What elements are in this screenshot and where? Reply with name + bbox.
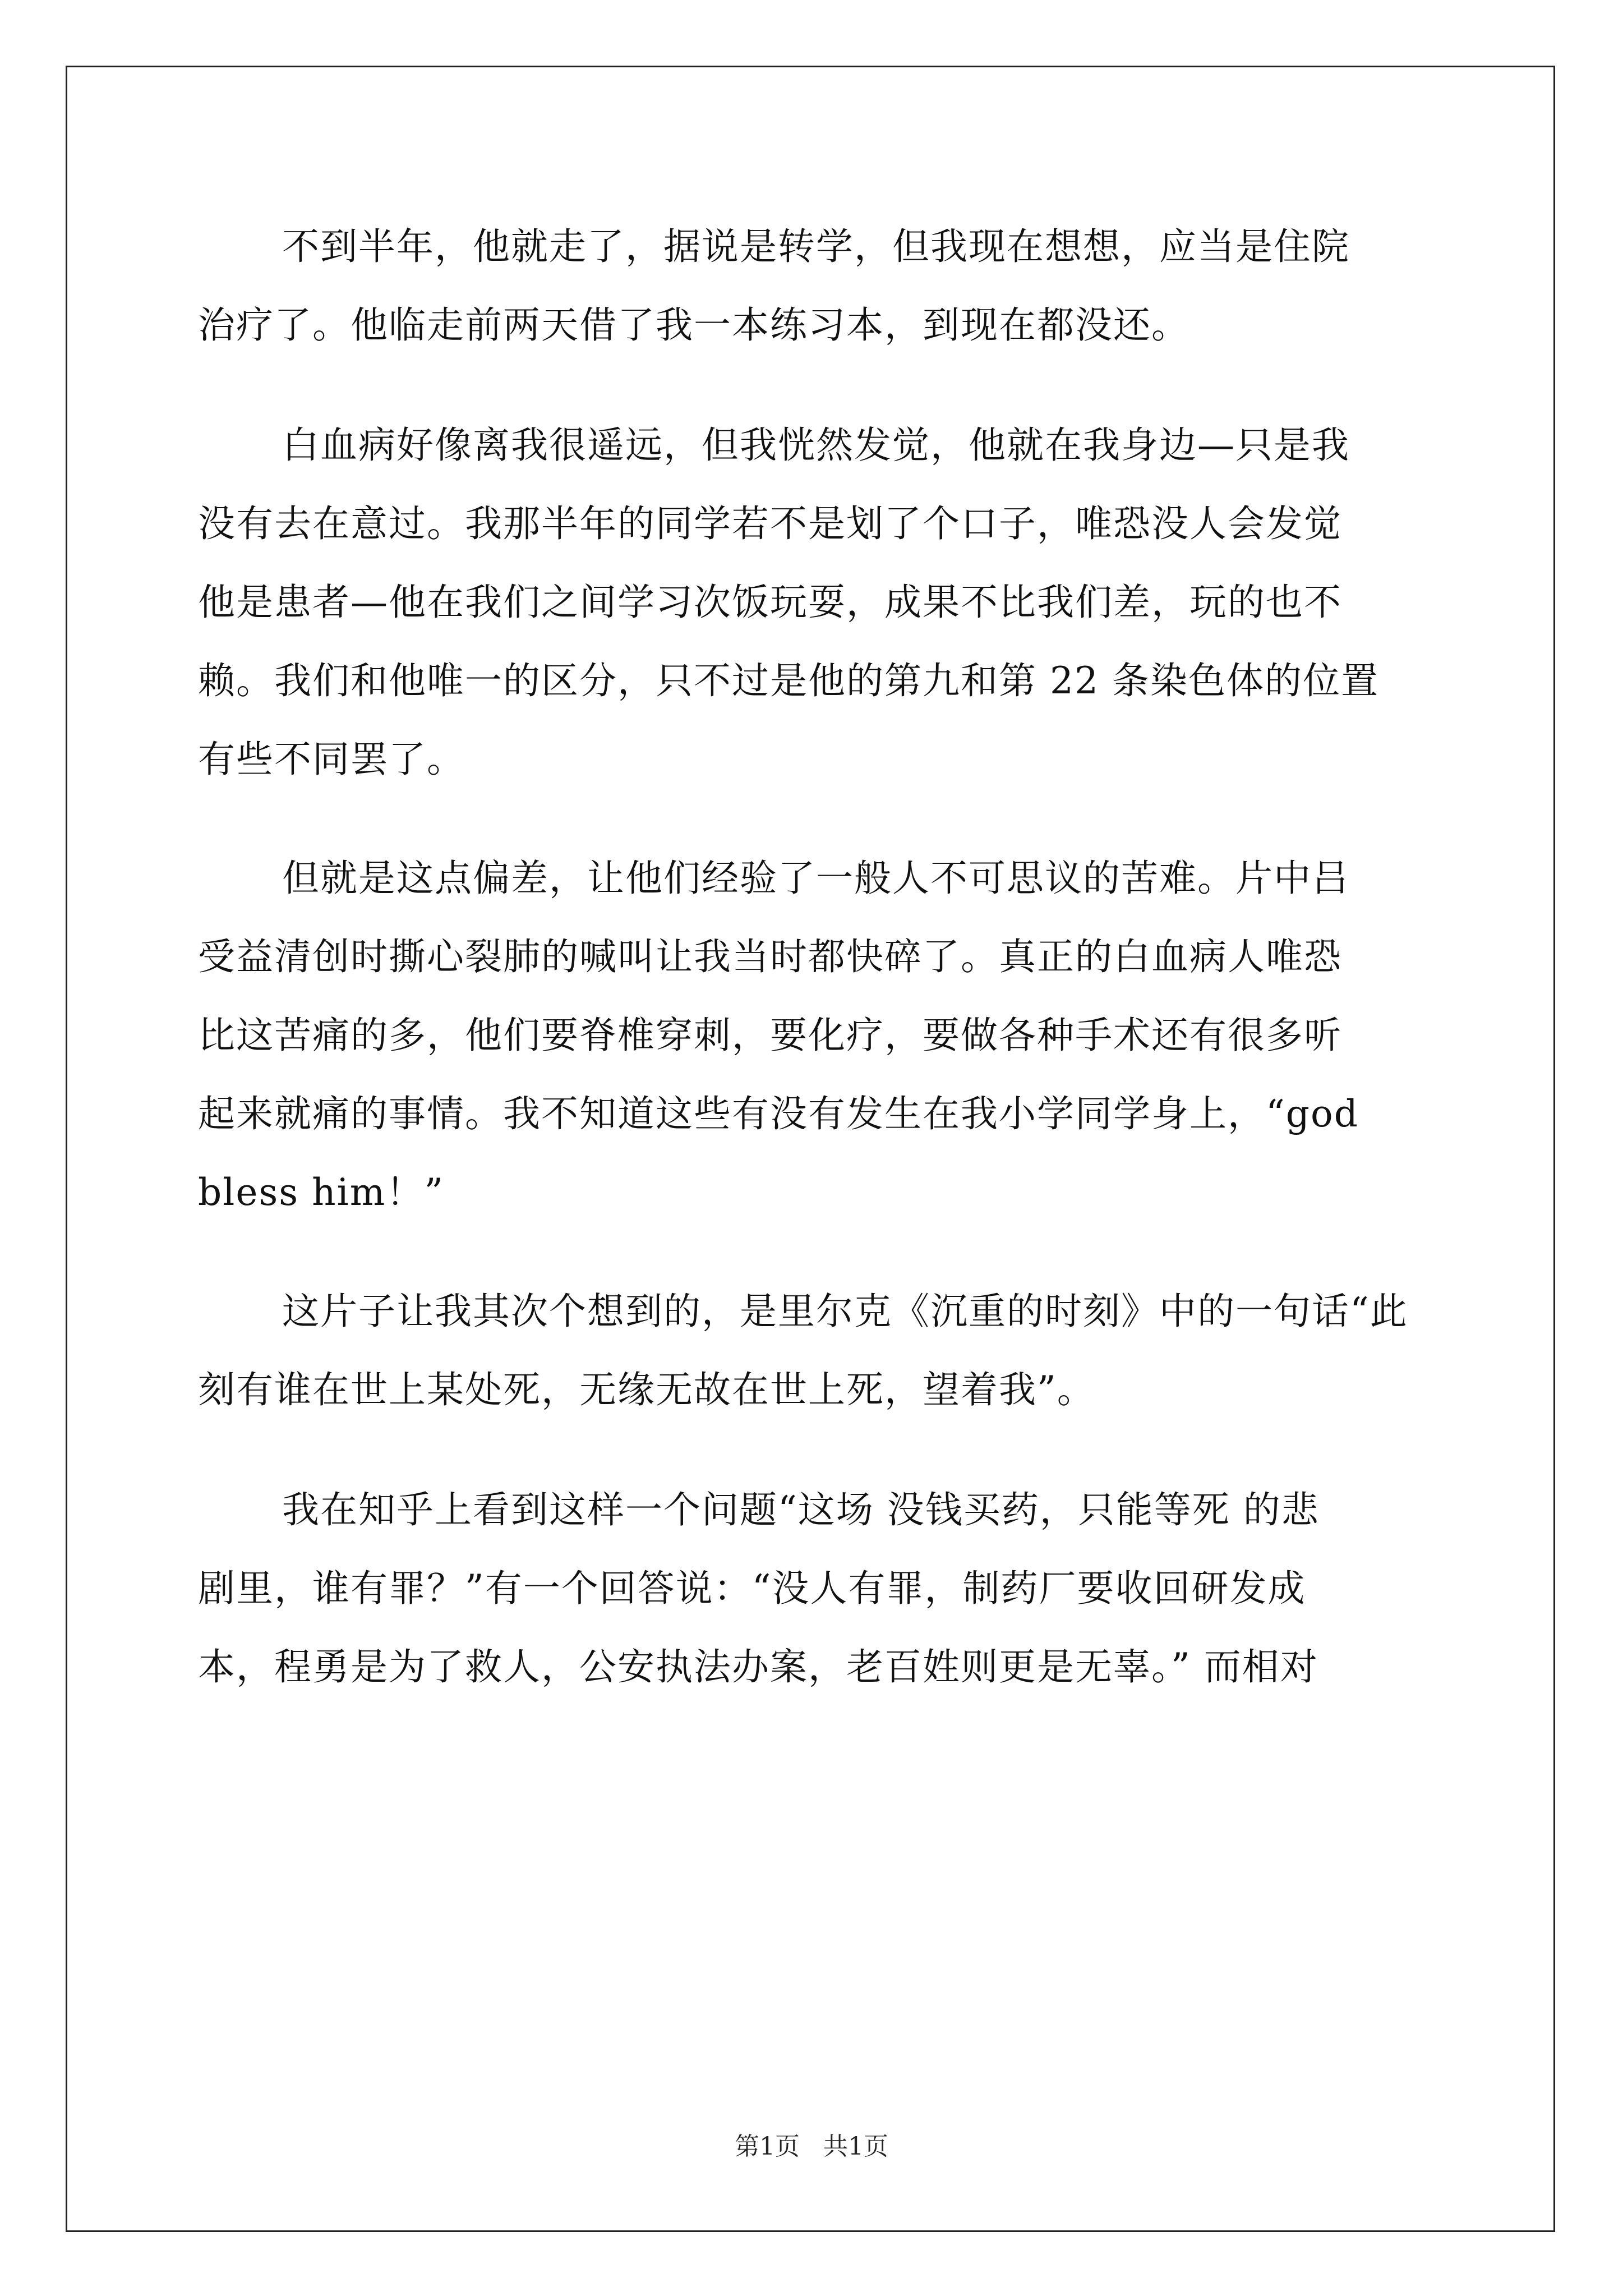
text-line: 赖。我们和他唯一的区分，只不过是他的第九和第 22 条染色体的位置: [198, 659, 1379, 702]
text-line: 没有去在意过。我那半年的同学若不是划了个口子，唯恐没人会发觉: [198, 502, 1342, 545]
text-line: 受益清创时撕心裂肺的喊叫让我当时都快碎了。真正的白血病人唯恐: [198, 935, 1342, 978]
text-line: 白血病好像离我很遥远，但我恍然发觉，他就在我身边—只是我: [282, 424, 1350, 467]
text-line: 比这苦痛的多，他们要脊椎穿刺，要化疗，要做各种手术还有很多听: [198, 1014, 1342, 1057]
page-number-footer: 第1页 共1页: [735, 2132, 888, 2161]
page-border: [66, 66, 1555, 2232]
text-line: 刻有谁在世上某处死，无缘无故在世上死，望着我”。: [198, 1368, 1095, 1411]
text-line: 这片子让我其次个想到的，是里尔克《沉重的时刻》中的一句话“此: [282, 1290, 1408, 1333]
text-line: 本，程勇是为了救人，公安执法办案，老百姓则更是无辜。” 而相对: [198, 1645, 1318, 1688]
text-line: 起来就痛的事情。我不知道这些有没有发生在我小学同学身上，“god: [198, 1092, 1359, 1135]
text-line: 治疗了。他临走前两天借了我一本练习本，到现在都没还。: [198, 303, 1189, 347]
text-line: bless him！”: [198, 1171, 445, 1214]
text-line: 但就是这点偏差，让他们经验了一般人不可思议的苦难。片中吕: [282, 857, 1350, 900]
text-line: 我在知乎上看到这样一个问题“这场 没钱买药，只能等死 的悲: [282, 1488, 1320, 1531]
text-line: 不到半年，他就走了，据说是转学，但我现在想想，应当是住院: [282, 225, 1350, 268]
text-line: 他是患者—他在我们之间学习次饭玩耍，成果不比我们差，玩的也不: [198, 581, 1342, 624]
text-line: 剧里，谁有罪？”有一个回答说：“没人有罪，制药厂要收回研发成: [198, 1567, 1306, 1610]
text-line: 有些不同罢了。: [198, 738, 465, 781]
